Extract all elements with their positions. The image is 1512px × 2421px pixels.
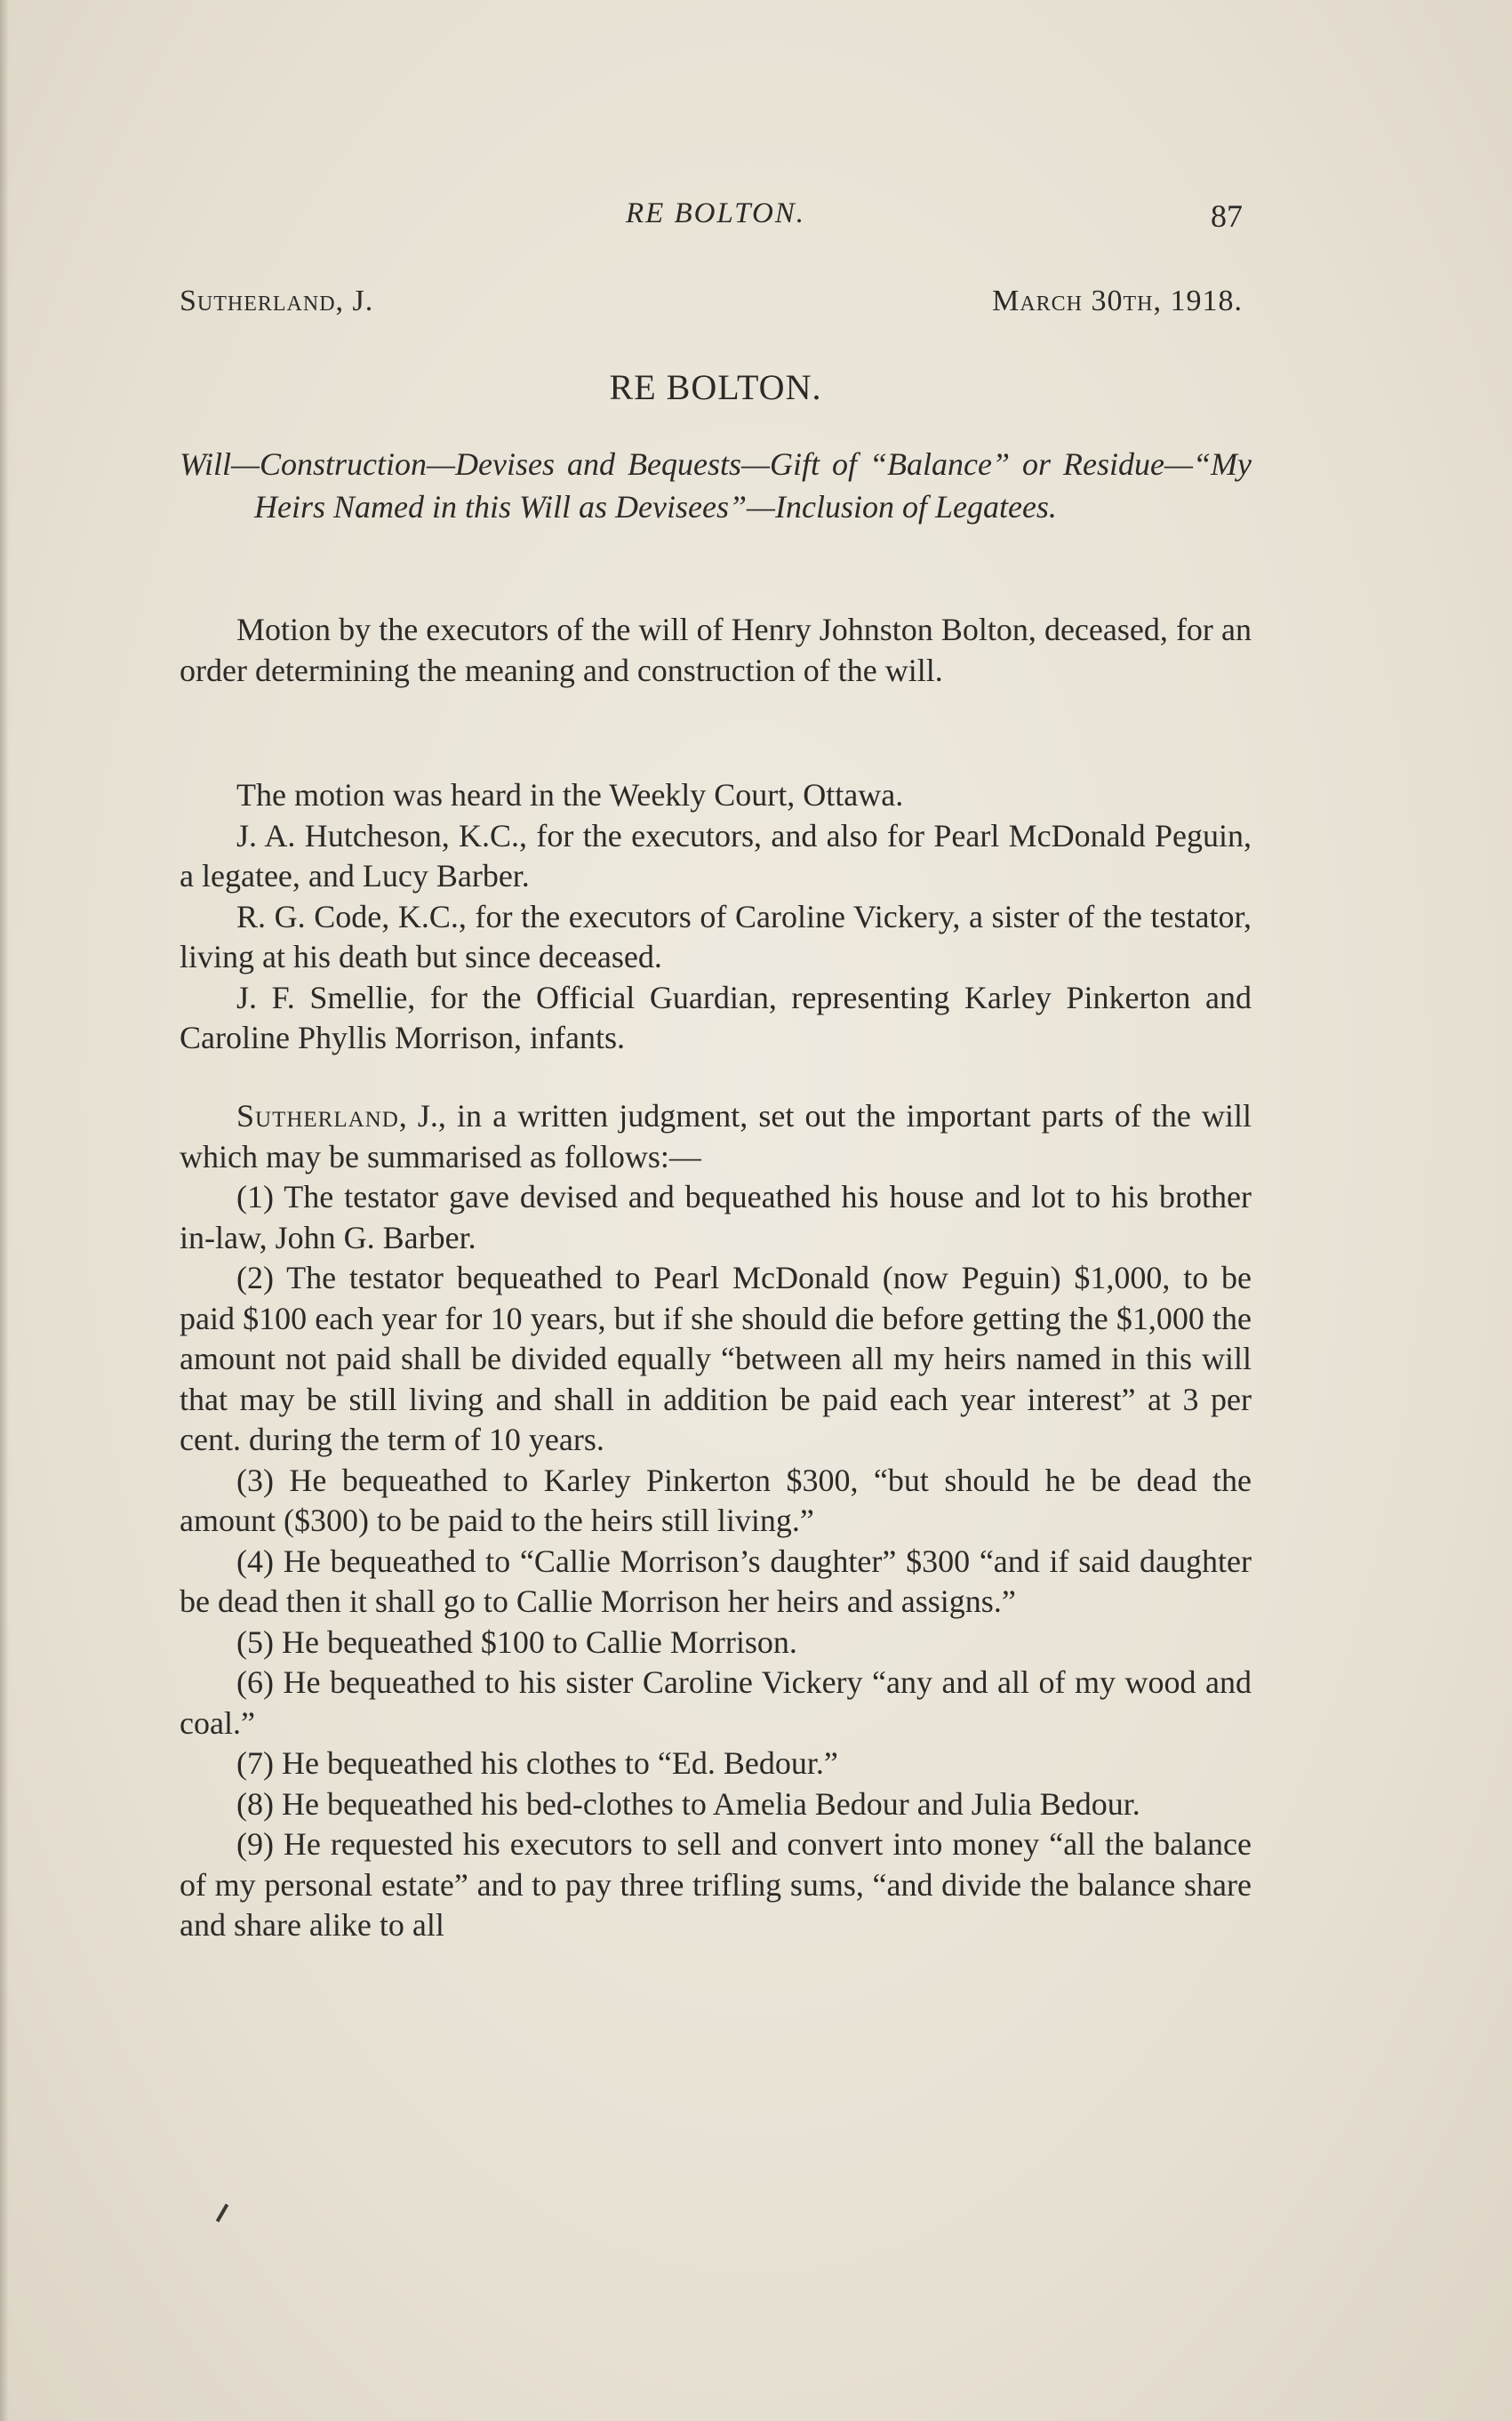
headnote: Will—Construction—Devises and Bequests—Gift of “Balance” or Residue—“My Heirs Named in this Will as Devisees”—Inclusion of Legatees. [180,446,1252,525]
will-item: (3) He bequeathed to Karley Pinkerton $300, “but should he be dead the amount ($300) to be paid to the heirs still living.” [180,1462,1252,1538]
will-item: (5) He bequeathed $100 to Callie Morrison. [236,1623,797,1660]
stray-pen-mark [216,2203,228,2222]
will-item: (1) The testator gave devised and bequeathed his house and lot to his brother in-law, John G. Barber. [180,1179,1252,1255]
page-number: 87 [1211,198,1243,234]
will-item: (9) He requested his executors to sell and convert into money “all the balance of my personal estate” and to pay three trifling sums, “and divide the balance share and share alike to all [180,1826,1252,1943]
judgment-date: March 30th, 1918. [992,285,1243,317]
judge-name: Sutherland, J. [180,285,374,317]
counsel-paragraph: J. A. Hutcheson, K.C., for the executors, and also for Pearl McDonald Peguin, a legatee, and Lucy Barber. [180,817,1252,894]
hearing-paragraph: The motion was heard in the Weekly Court, Ottawa. [236,777,904,813]
will-item: (4) He bequeathed to “Callie Morrison’s daughter” $300 “and if said daughter be dead then it shall go to Callie Morrison her heirs and assigns.” [180,1543,1252,1619]
intro-paragraph: Motion by the executors of the will of Henry Johnston Bolton, deceased, for an order determining the meaning and construction of the will. [180,612,1252,688]
judgment-block [180,1096,1252,1946]
hearing-block [180,775,1252,1059]
judgment-opening-text: , J., in a written judgment, set out the important parts of the will which may be summarised as follows:— [180,1098,1252,1174]
counsel-paragraph: J. F. Smellie, for the Official Guardian, representing Karley Pinkerton and Caroline Phyllis Morrison, infants. [180,979,1252,1055]
judgment-opening [180,1096,1252,1177]
will-item: (2) The testator bequeathed to Pearl McDonald (now Peguin) $1,000, to be paid $100 each year for 10 years, but if she should die before getting the $1,000 the amount not paid shall be divided equally “between all my heirs named in this will that may be still living and shall in addition be paid each year interest” at 3 per cent. during the term of 10 years. [180,1260,1252,1457]
running-head-title: RE BOLTON. [625,197,806,229]
judgment-judge: Sutherland [236,1098,399,1134]
will-item: (6) He bequeathed to his sister Caroline Vickery “any and all of my wood and coal.” [180,1664,1252,1741]
intro-block [180,610,1252,691]
will-item: (8) He bequeathed his bed-clothes to Amelia Bedour and Julia Bedour. [236,1785,1140,1822]
case-title: RE BOLTON. [609,367,822,407]
counsel-paragraph: R. G. Code, K.C., for the executors of Caroline Vickery, a sister of the testator, living at his death but since deceased. [180,898,1252,974]
running-head [180,197,1252,242]
page-edge-shadow [0,0,9,2421]
will-item: (7) He bequeathed his clothes to “Ed. Bedour.” [236,1745,838,1781]
